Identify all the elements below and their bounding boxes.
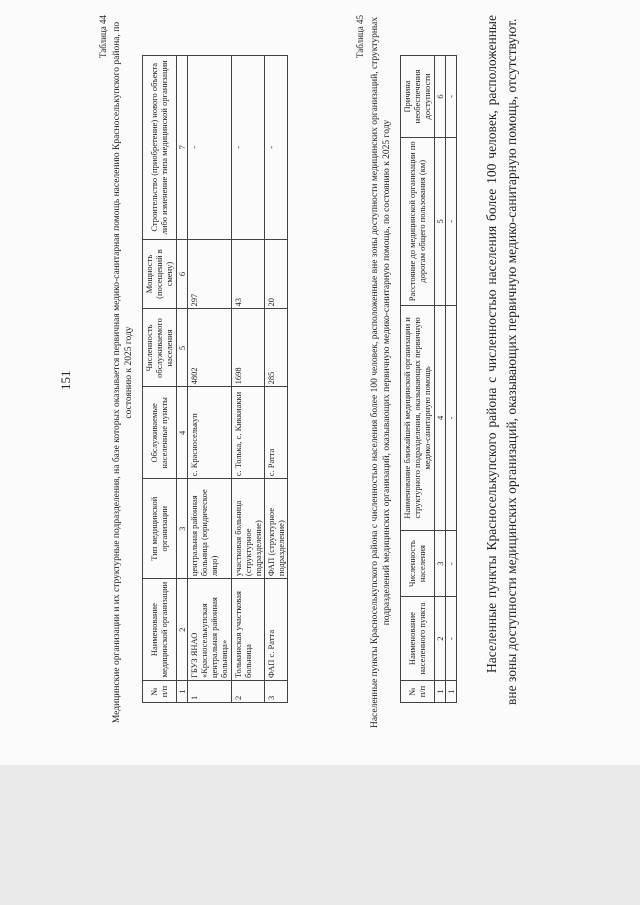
table-header-row: [143, 56, 177, 703]
column-number: 2: [434, 597, 445, 681]
table-cell: с. Ратта: [265, 387, 288, 479]
header-cell: Обслуживаемые населенные пункты: [143, 387, 177, 479]
table-cell: центральная районная больница (юридическое лицо): [187, 479, 231, 579]
table-cell: 297: [187, 239, 231, 309]
column-number: 7: [176, 56, 187, 240]
table-row: [231, 56, 265, 703]
table-row: [445, 56, 456, 703]
table-cell: -: [187, 56, 231, 240]
header-cell: Численность обслуживаемого населения: [143, 309, 177, 387]
header-cell: Мощность (посещений в смену): [143, 239, 177, 309]
header-cell: Тип медицинской организации: [143, 479, 177, 579]
table-cell: 1: [187, 681, 231, 703]
page-number: 151: [58, 370, 73, 390]
table-45: [400, 55, 457, 703]
table-cell: 285: [265, 309, 288, 387]
table-cell: -: [445, 305, 456, 531]
table-cell: 4802: [187, 309, 231, 387]
table-row: [187, 56, 231, 703]
table-cell: 1698: [231, 309, 265, 387]
column-number: 5: [176, 309, 187, 387]
header-cell: Наименование ближайшей медицинской организации и структурного подразделения, оказывающих первичную медико-санитарную помощь: [401, 305, 435, 531]
column-number: 3: [176, 479, 187, 579]
table-cell: 20: [265, 239, 288, 309]
table-44: [142, 55, 288, 703]
conclusion-paragraph: Населенные пункты Красноселькупского района с численностью населения более 100 человек, расположенные вне зоны доступности медицинских организаций, оказывающих первичную медико-санитарную помощь, отсутствуют.: [483, 15, 520, 705]
table-cell: с. Красноселькуп: [187, 387, 231, 479]
column-number: 2: [176, 579, 187, 681]
table-cell: 1: [445, 681, 456, 703]
header-cell: Строительство (приобретение) нового объекта либо изменение типа медицинской организации: [143, 56, 177, 240]
table-cell: -: [445, 137, 456, 305]
column-number-row: [176, 56, 187, 703]
header-cell: Численность населения: [401, 531, 435, 597]
table-cell: ФАП (структурное подразделение): [265, 479, 288, 579]
column-number: 5: [434, 137, 445, 305]
header-cell: № п/п: [143, 681, 177, 703]
column-number: 6: [176, 239, 187, 309]
header-cell: Причина необеспечения доступности: [401, 56, 435, 138]
scan-background: [0, 765, 640, 905]
column-number: 4: [434, 305, 445, 531]
rotated-page-content: [30, 10, 630, 735]
table-45-label: Таблица 45: [355, 15, 365, 58]
table-cell: с. Толька, с. Киккиакки: [231, 387, 265, 479]
column-number: 4: [176, 387, 187, 479]
table-cell: -: [265, 56, 288, 240]
table-cell: Толькинская участковая больница: [231, 579, 265, 681]
table-cell: -: [231, 56, 265, 240]
table-cell: -: [445, 597, 456, 681]
column-number-row: [434, 56, 445, 703]
header-cell: Наименование медицинской организации: [143, 579, 177, 681]
column-number: 6: [434, 56, 445, 138]
header-cell: Наименование населенного пункта: [401, 597, 435, 681]
column-number: 3: [434, 531, 445, 597]
table-cell: участковая больница (структурное подразделение): [231, 479, 265, 579]
table-44-caption: Медицинские организации и их структурные подразделения, на базе которых оказывается первичная медико-санитарная помощь населению Красноселькупского района, по состоянию к 2025 году: [112, 21, 134, 724]
table-header-row: [401, 56, 435, 703]
table-cell: 43: [231, 239, 265, 309]
table-cell: 3: [265, 681, 288, 703]
table-45-caption: Населенные пункты Красноселькупского района с численностью населения более 100 человек, расположенные вне зоны доступности медицинских организаций, структурных подразделений медицинских организаций, оказывающих первичную медико-санитарную помощь, по состоянию к 2025 году: [370, 16, 392, 729]
header-cell: № п/п: [401, 681, 435, 703]
table-cell: -: [445, 531, 456, 597]
column-number: 1: [434, 681, 445, 703]
column-number: 1: [176, 681, 187, 703]
table-row: [265, 56, 288, 703]
header-cell: Расстояние до медицинской организации по дорогам общего пользования (км): [401, 137, 435, 305]
table-44-label: Таблица 44: [98, 15, 108, 58]
table-cell: ФАП с. Ратта: [265, 579, 288, 681]
table-cell: 2: [231, 681, 265, 703]
table-cell: ГБУЗ ЯНАО «Красноселькупская центральная районная больница»: [187, 579, 231, 681]
table-cell: -: [445, 56, 456, 138]
